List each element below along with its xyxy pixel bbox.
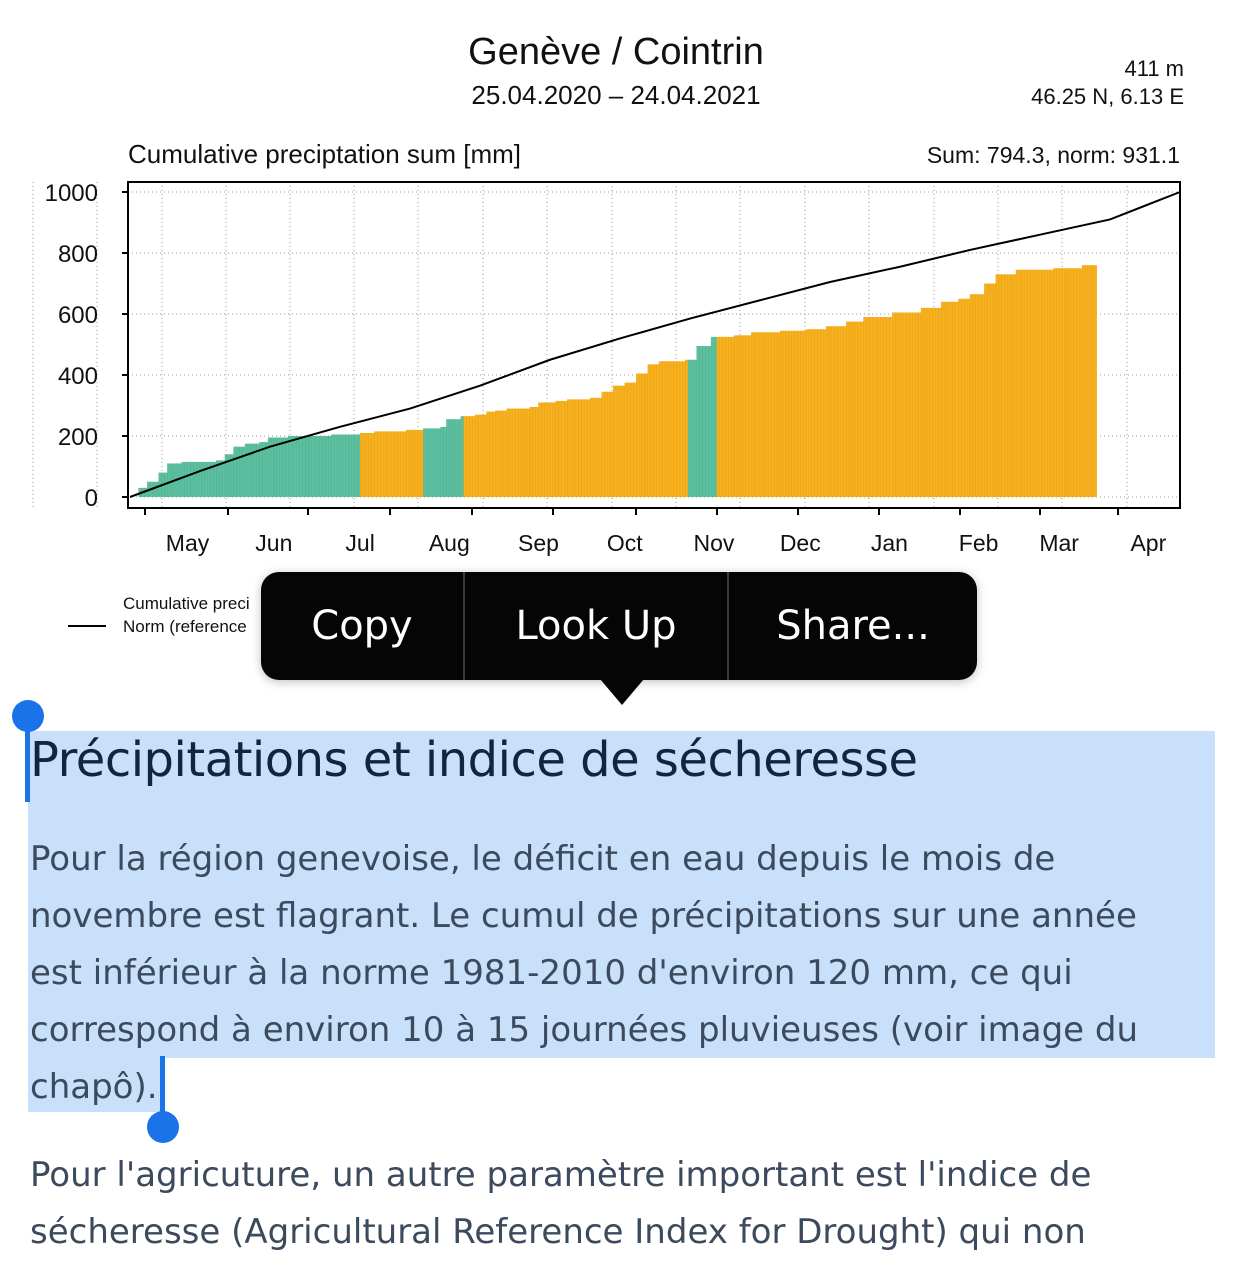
paragraph-line: Pour l'agricuture, un autre paramètre important est l'indice de <box>30 1155 1092 1195</box>
chart-title: Genève / Cointrin <box>468 31 764 73</box>
x-tick-label: Feb <box>958 530 999 556</box>
x-tick-label: Oct <box>606 530 643 556</box>
paragraph-line: chapô). <box>30 1067 158 1107</box>
paragraph-line: sécheresse (Agricultural Reference Index for Drought) qui non <box>30 1212 1086 1252</box>
selection-start-handle[interactable] <box>12 700 44 732</box>
paragraph-line: correspond à environ 10 à 15 journées pluvieuses (voir image du <box>30 1010 1139 1050</box>
legend <box>68 594 250 636</box>
y-axis-label: Cumulative preciptation sum [mm] <box>128 139 522 169</box>
paragraph-line: Pour la région genevoise, le déficit en eau depuis le mois de <box>30 839 1056 879</box>
chart-subtitle: 25.04.2020 – 24.04.2021 <box>471 80 761 110</box>
legend-entry-cumulative: Cumulative preci <box>123 594 250 613</box>
article-title[interactable]: Précipitations et indice de sécheresse <box>30 732 918 788</box>
paragraph-line: novembre est flagrant. Le cumul de précipitations sur une année <box>30 896 1137 936</box>
callout-pointer-arrow <box>600 679 644 705</box>
x-tick-label: May <box>165 530 210 556</box>
x-tick-label: Jun <box>255 530 293 556</box>
station-coordinates: 46.25 N, 6.13 E <box>1031 84 1184 109</box>
selection-end-handle[interactable] <box>147 1111 179 1143</box>
copy-button[interactable]: Copy <box>311 603 413 649</box>
y-tick-label: 1000 <box>44 180 98 207</box>
sum-norm-summary: Sum: 794.3, norm: 931.1 <box>926 142 1180 168</box>
y-tick-label: 0 <box>84 485 98 512</box>
precipitation-bars <box>130 265 1097 497</box>
x-tick-label: Mar <box>1039 530 1079 556</box>
legend-entry-norm: Norm (reference <box>123 617 247 636</box>
y-tick-label: 400 <box>57 363 98 390</box>
selection-end-bar <box>160 1056 165 1118</box>
x-tick-label: Jan <box>870 530 908 556</box>
x-tick-label: Aug <box>428 530 470 556</box>
x-tick-label: Nov <box>693 530 735 556</box>
station-elevation: 411 m <box>1124 56 1184 81</box>
look-up-button[interactable]: Look Up <box>515 603 677 649</box>
paragraph-line: est inférieur à la norme 1981-2010 d'environ 120 mm, ce qui <box>30 953 1073 993</box>
daily-bar <box>1094 265 1097 497</box>
x-tick-label: Jul <box>345 530 375 556</box>
y-tick-label: 600 <box>57 302 98 329</box>
x-tick-label: Apr <box>1130 530 1167 556</box>
text-selection-callout-menu <box>261 572 977 680</box>
y-tick-label: 200 <box>57 424 98 451</box>
y-tick-label: 800 <box>57 241 98 268</box>
selection-start-bar <box>25 726 30 802</box>
share-button[interactable]: Share... <box>776 603 930 649</box>
x-tick-label: Dec <box>779 530 821 556</box>
x-tick-label: Sep <box>518 530 559 556</box>
